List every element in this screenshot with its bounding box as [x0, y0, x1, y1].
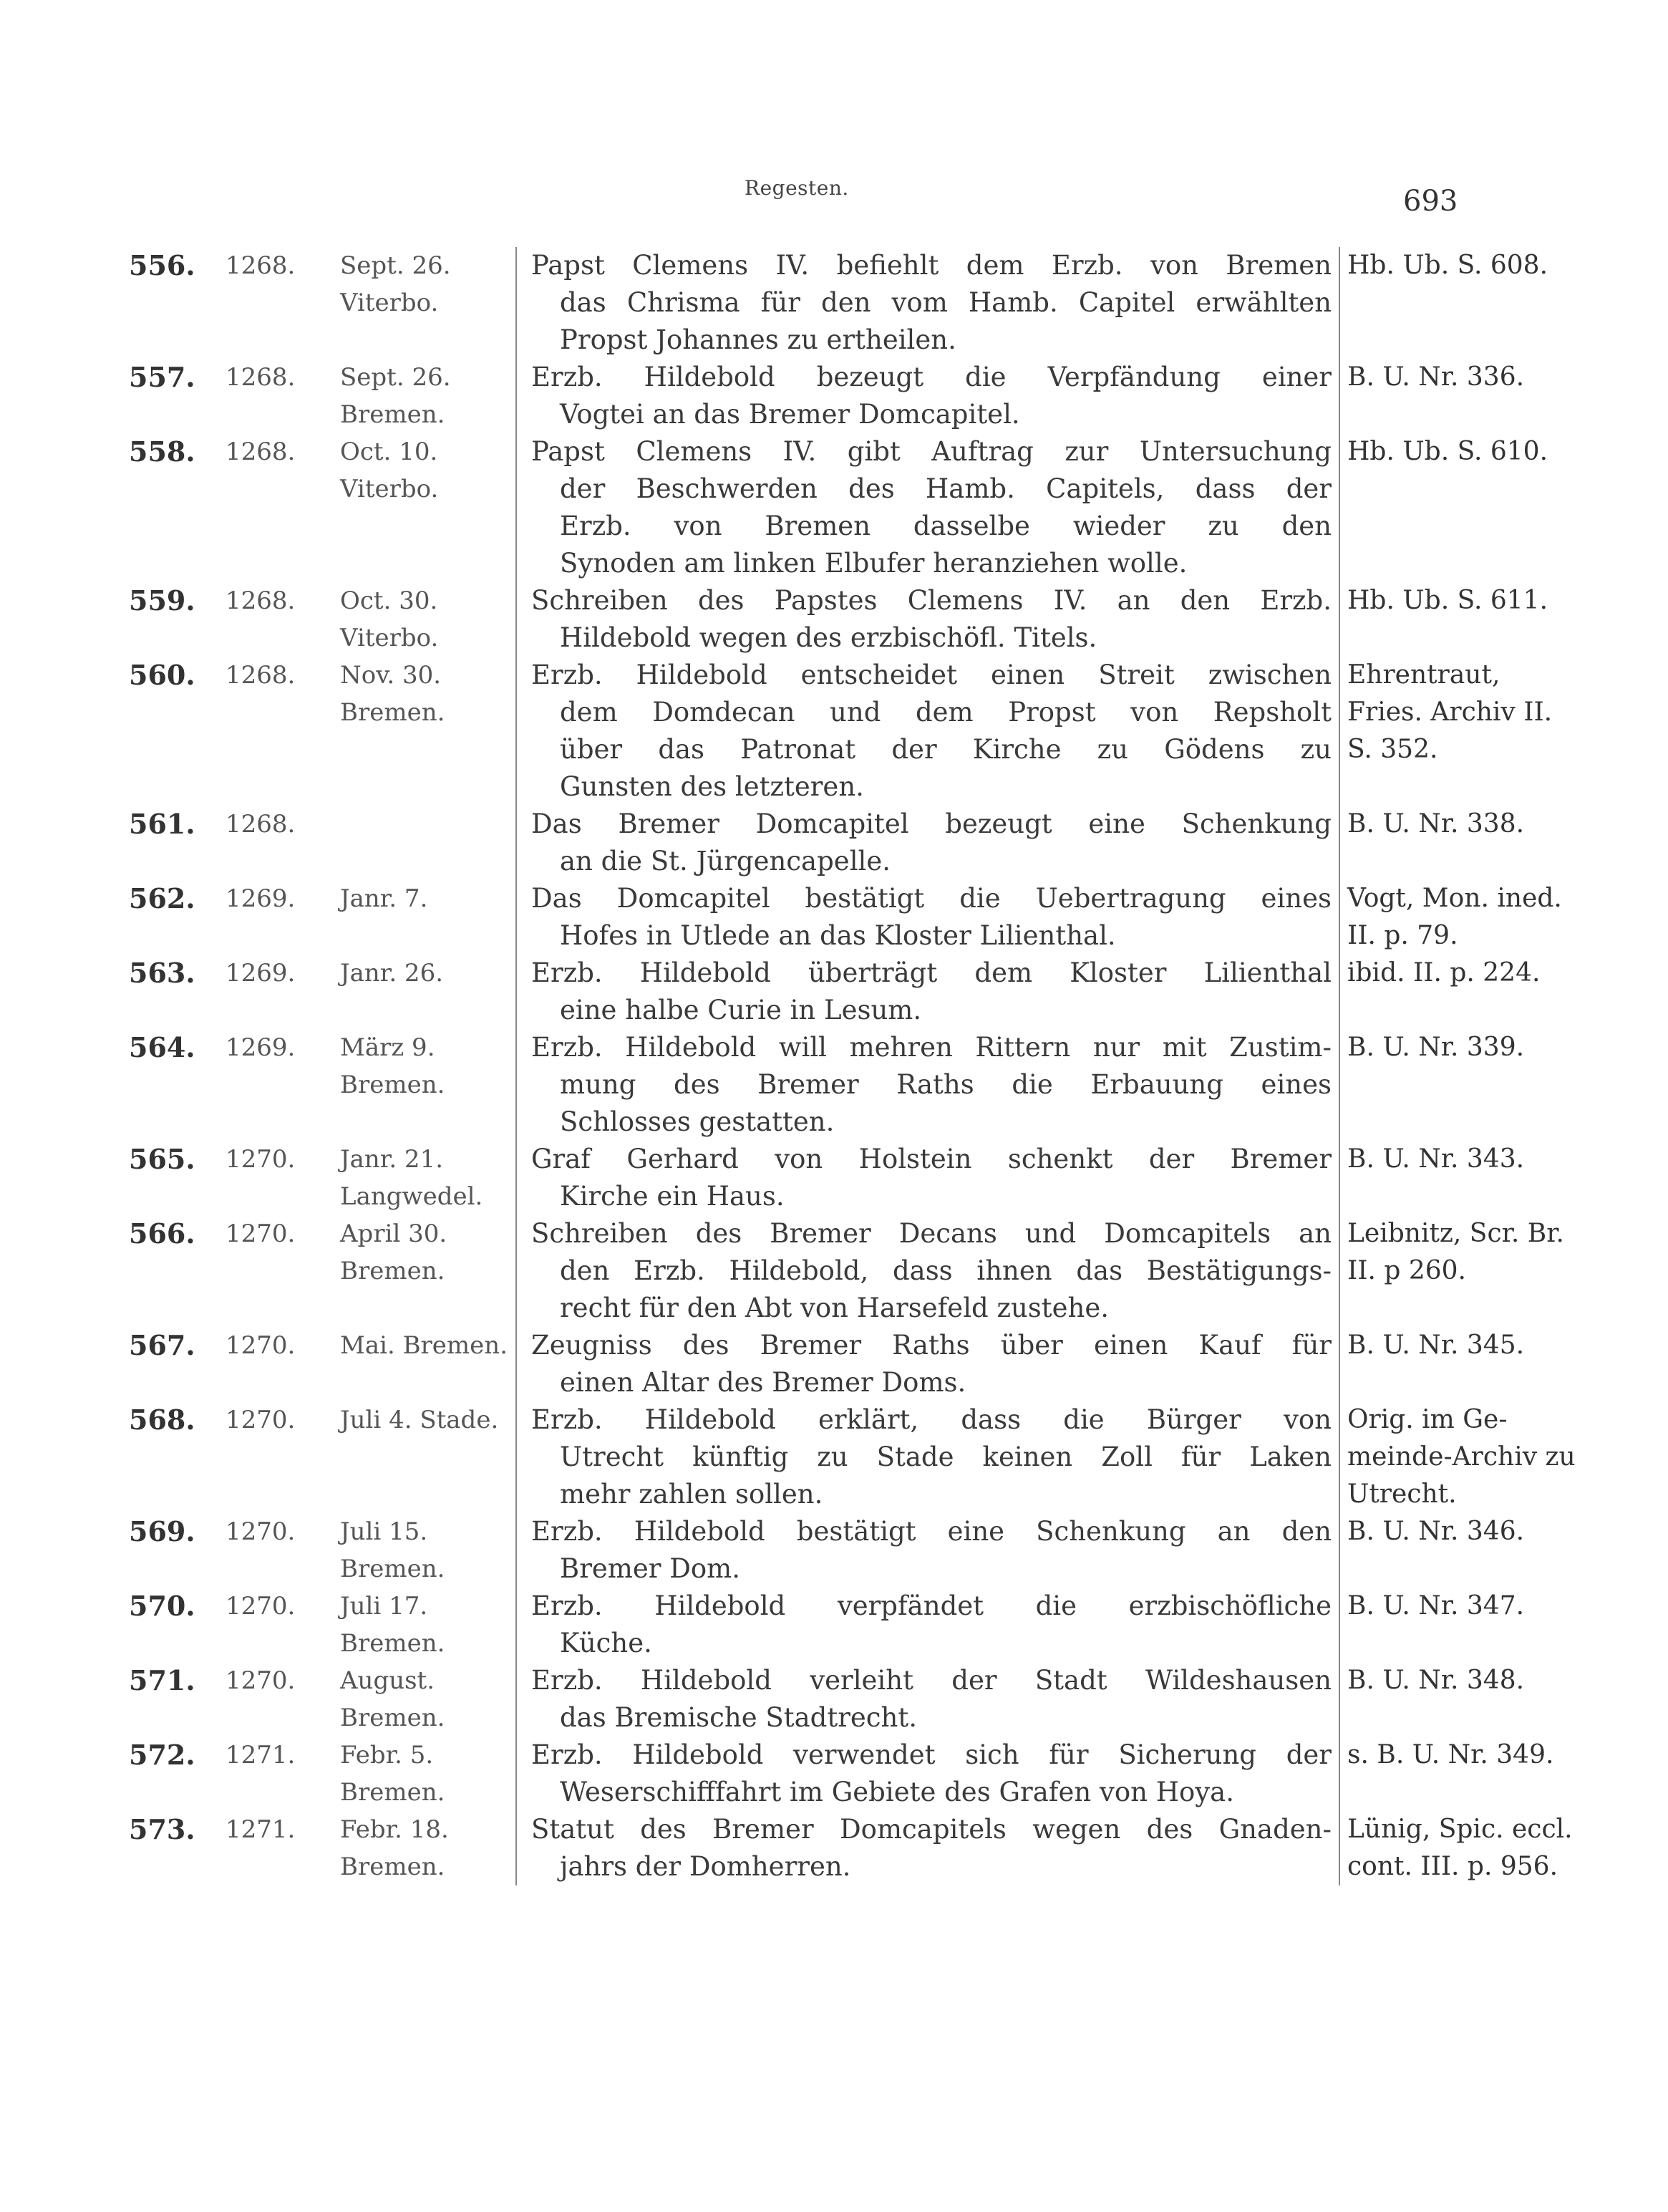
- regest-entry: [129, 1513, 1525, 1588]
- entry-number: 569.: [129, 1515, 195, 1547]
- entry-text: [515, 247, 1332, 359]
- entry-text-line: Statut des Bremer Domcapitels wegen des Gnaden-: [531, 1814, 1332, 1845]
- entry-text-line: eine halbe Curie in Lesum.: [560, 995, 922, 1025]
- entry-date-day: Juli 17.: [340, 1592, 428, 1621]
- entry-number: 556.: [129, 249, 195, 281]
- entry-date-place: Bremen.: [340, 1257, 445, 1285]
- entry-text-line: einen Altar des Bremer Doms.: [560, 1367, 966, 1398]
- entry-date-day: Nov. 30.: [340, 661, 442, 690]
- entry-text: [515, 806, 1332, 880]
- entry-text-line: mehr zahlen sollen.: [560, 1479, 823, 1510]
- regest-entry: [129, 1401, 1576, 1513]
- entry-date-place: Viterbo.: [340, 624, 439, 652]
- entry-source: [1339, 247, 1582, 359]
- entry-year: 1268.: [226, 810, 296, 839]
- entry-number: 567.: [129, 1329, 195, 1361]
- entry-source-line: B. U. Nr. 346.: [1347, 1517, 1525, 1546]
- entry-date-day: Febr. 5.: [340, 1741, 434, 1769]
- entry-source-line: Fries. Archiv II.: [1347, 697, 1553, 727]
- regest-entry: [129, 1215, 1564, 1327]
- entry-text-line: Synoden am linken Elbufer heranziehen wolle.: [560, 548, 1188, 579]
- entry-text-line: Erzb. Hildebold erklärt, dass die Bürger von: [531, 1404, 1332, 1435]
- entry-source: [1339, 955, 1582, 1029]
- entry-source: [1339, 359, 1582, 433]
- entry-text-line: jahrs der Domherren.: [560, 1851, 851, 1882]
- entry-date-day: Janr. 26.: [340, 959, 444, 987]
- entry-number: 564.: [129, 1031, 195, 1063]
- entry-text-line: recht für den Abt von Harsefeld zustehe.: [560, 1293, 1110, 1323]
- entry-date-day: Mai. Bremen.: [340, 1331, 508, 1360]
- entry-date-place: Langwedel.: [340, 1182, 483, 1211]
- entry-source-line: Lünig, Spic. eccl.: [1347, 1815, 1573, 1844]
- entry-date-day: Sept. 26.: [340, 251, 451, 280]
- entry-year: 1269.: [226, 959, 296, 987]
- entry-text: [515, 1513, 1332, 1588]
- entry-number: 558.: [129, 435, 195, 468]
- regest-entry: [129, 955, 1541, 1029]
- entry-number: 561.: [129, 808, 195, 840]
- regest-entry: [129, 880, 1562, 955]
- entry-text-line: Schlosses gestatten.: [560, 1106, 835, 1137]
- entry-text-line: Schreiben des Bremer Decans und Domcapitels an: [531, 1218, 1332, 1249]
- entry-text-line: Erzb. Hildebold verpfändet die erzbischöfliche: [531, 1590, 1332, 1621]
- regest-entry: [129, 1327, 1525, 1401]
- entry-number: 568.: [129, 1404, 195, 1436]
- entry-source-line: meinde-Archiv zu: [1347, 1442, 1576, 1472]
- entry-text: [515, 1029, 1332, 1141]
- entry-year: 1270.: [226, 1220, 296, 1248]
- entry-date-place: Bremen.: [340, 1071, 445, 1099]
- regest-entry: [129, 1662, 1525, 1737]
- entry-year: 1268.: [226, 251, 296, 280]
- entry-text-line: Gunsten des letzteren.: [560, 771, 864, 802]
- page-number: 693: [1403, 185, 1458, 218]
- regest-entry: [129, 1141, 1525, 1215]
- entry-number: 559.: [129, 584, 195, 617]
- regest-entry: [129, 1811, 1573, 1885]
- entry-source-line: B. U. Nr. 345.: [1347, 1330, 1525, 1360]
- entry-source-line: Hb. Ub. S. 611.: [1347, 586, 1548, 615]
- entry-year: 1270.: [226, 1406, 296, 1434]
- entry-text: [515, 1588, 1332, 1662]
- entry-source: [1339, 1141, 1582, 1215]
- entry-text-line: Erzb. Hildebold bestätigt eine Schenkung an den: [531, 1516, 1332, 1547]
- entry-source: [1339, 1811, 1582, 1885]
- entry-source: [1339, 1737, 1582, 1811]
- entry-source: [1339, 657, 1582, 806]
- entry-text: [515, 1662, 1332, 1737]
- entry-text-line: Vogtei an das Bremer Domcapitel.: [560, 399, 1020, 430]
- entry-date-day: März 9.: [340, 1033, 435, 1062]
- entry-text: [515, 1141, 1332, 1215]
- entry-date-day: Febr. 18.: [340, 1815, 449, 1844]
- entry-source-line: II. p. 79.: [1347, 921, 1458, 950]
- regest-entry: [129, 1737, 1554, 1811]
- entry-text-line: über das Patronat der Kirche zu Gödens zu: [560, 734, 1332, 765]
- entry-source: [1339, 1215, 1582, 1327]
- entry-number: 566.: [129, 1217, 195, 1250]
- entry-source-line: Leibnitz, Scr. Br.: [1347, 1219, 1564, 1248]
- entry-text-line: Das Bremer Domcapitel bezeugt eine Schenkung: [531, 808, 1332, 839]
- entry-date-place: Bremen.: [340, 1555, 445, 1583]
- entry-date-day: Juli 4. Stade.: [340, 1406, 499, 1434]
- entry-text-line: Kirche ein Haus.: [560, 1181, 785, 1212]
- entry-date-place: Bremen.: [340, 1629, 445, 1658]
- entry-source-line: Utrecht.: [1347, 1479, 1457, 1509]
- entry-text-line: Erzb. Hildebold überträgt dem Kloster Lilienthal: [531, 957, 1332, 988]
- entry-year: 1270.: [226, 1517, 296, 1546]
- entry-number: 565.: [129, 1143, 195, 1175]
- entry-text-line: Papst Clemens IV. befiehlt dem Erzb. von Bremen: [531, 250, 1332, 281]
- regest-entry: [129, 582, 1548, 657]
- regest-entry: [129, 1029, 1525, 1141]
- entry-source-line: B. U. Nr. 336.: [1347, 362, 1525, 392]
- entry-source-line: cont. III. p. 956.: [1347, 1852, 1558, 1881]
- entry-date-place: Viterbo.: [340, 289, 439, 317]
- entry-text: [515, 433, 1332, 582]
- entry-source: [1339, 1401, 1582, 1513]
- entry-year: 1271.: [226, 1815, 296, 1844]
- entry-text: [515, 955, 1332, 1029]
- entry-text: [515, 1811, 1332, 1885]
- regest-entry: [129, 657, 1553, 806]
- regest-entry: [129, 247, 1548, 359]
- entry-year: 1268.: [226, 586, 296, 615]
- entry-date-day: August.: [340, 1666, 435, 1695]
- entry-source-line: Orig. im Ge-: [1347, 1405, 1508, 1434]
- entry-date-day: Oct. 30.: [340, 586, 438, 615]
- entry-number: 562.: [129, 882, 195, 914]
- entry-text-line: Erzb. Hildebold will mehren Rittern nur mit Zustim-: [531, 1032, 1332, 1063]
- entry-source: [1339, 1029, 1582, 1141]
- entry-source-line: S. 352.: [1347, 735, 1438, 764]
- entry-text-line: an die St. Jürgencapelle.: [560, 846, 891, 876]
- entry-date-place: Bremen.: [340, 400, 445, 429]
- entry-date-day: Juli 15.: [340, 1517, 428, 1546]
- entry-text-line: Erzb. Hildebold bezeugt die Verpfändung einer: [531, 362, 1332, 392]
- entry-date-day: April 30.: [340, 1220, 447, 1248]
- entry-year: 1270.: [226, 1592, 296, 1621]
- entry-source-line: II. p 260.: [1347, 1256, 1466, 1285]
- entry-year: 1270.: [226, 1666, 296, 1695]
- entry-year: 1270.: [226, 1331, 296, 1360]
- entry-source-line: Hb. Ub. S. 610.: [1347, 437, 1548, 466]
- entry-text-line: Hofes in Utlede an das Kloster Lilienthal.: [560, 920, 1116, 951]
- entry-text: [515, 880, 1332, 955]
- entry-source-line: s. B. U. Nr. 349.: [1347, 1740, 1554, 1769]
- entry-year: 1268.: [226, 661, 296, 690]
- entry-text: [515, 359, 1332, 433]
- entry-text-line: Graf Gerhard von Holstein schenkt der Bremer: [531, 1144, 1332, 1174]
- entry-source-line: Ehrentraut,: [1347, 660, 1500, 690]
- entry-source-line: B. U. Nr. 338.: [1347, 809, 1525, 839]
- entry-text-line: Erzb. Hildebold verleiht der Stadt Wildeshausen: [531, 1665, 1332, 1696]
- entry-number: 563.: [129, 957, 195, 989]
- entry-year: 1271.: [226, 1741, 296, 1769]
- entry-number: 557.: [129, 361, 195, 393]
- entry-source: [1339, 582, 1582, 657]
- entry-source: [1339, 1588, 1582, 1662]
- entry-number: 560.: [129, 659, 195, 691]
- entry-date-day: Janr. 7.: [340, 884, 428, 913]
- entry-text-line: Erzb. von Bremen dasselbe wieder zu den: [560, 511, 1332, 541]
- entry-source: [1339, 806, 1582, 880]
- entry-text: [515, 657, 1332, 806]
- entry-text-line: Schreiben des Papstes Clemens IV. an den Erzb.: [531, 585, 1332, 616]
- entry-date-place: Viterbo.: [340, 475, 439, 503]
- entry-text-line: der Beschwerden des Hamb. Capitels, dass der: [560, 473, 1332, 504]
- entry-text: [515, 582, 1332, 657]
- regest-entry: [129, 1588, 1525, 1662]
- entry-text-line: das Chrisma für den vom Hamb. Capitel erwählten: [560, 287, 1332, 318]
- entry-text: [515, 1215, 1332, 1327]
- entry-text-line: Erzb. Hildebold verwendet sich für Sicherung der: [531, 1739, 1332, 1770]
- regest-entry: [129, 806, 1525, 880]
- entry-text-line: Küche.: [560, 1628, 652, 1658]
- entry-number: 573.: [129, 1813, 195, 1845]
- entry-source: [1339, 1513, 1582, 1588]
- entry-text-line: mung des Bremer Raths die Erbauung eines: [560, 1069, 1332, 1100]
- entry-text-line: Bremer Dom.: [560, 1553, 740, 1584]
- entry-year: 1269.: [226, 884, 296, 913]
- entry-date-place: Bremen.: [340, 1853, 445, 1881]
- entry-source: [1339, 1327, 1582, 1401]
- entry-year: 1269.: [226, 1033, 296, 1062]
- regesten-list: [129, 247, 1576, 1885]
- entry-date-day: Janr. 21.: [340, 1145, 444, 1174]
- entry-text-line: Zeugniss des Bremer Raths über einen Kauf für: [531, 1330, 1332, 1361]
- entry-text-line: Hildebold wegen des erzbischöfl. Titels.: [560, 622, 1097, 653]
- entry-date-place: Bremen.: [340, 1778, 445, 1807]
- entry-text-line: Papst Clemens IV. gibt Auftrag zur Untersuchung: [531, 436, 1332, 467]
- entry-text-line: dem Domdecan und dem Propst von Repsholt: [560, 697, 1332, 728]
- entry-date-place: Bremen.: [340, 1704, 445, 1732]
- entry-text: [515, 1401, 1332, 1513]
- entry-text-line: Erzb. Hildebold entscheidet einen Streit zwischen: [531, 660, 1332, 690]
- entry-text-line: Weserschifffahrt im Gebiete des Grafen von Hoya.: [560, 1777, 1234, 1807]
- entry-text: [515, 1327, 1332, 1401]
- entry-source-line: Vogt, Mon. ined.: [1347, 884, 1562, 913]
- entry-source: [1339, 880, 1582, 955]
- entry-year: 1268.: [226, 363, 296, 392]
- entry-text-line: den Erzb. Hildebold, dass ihnen das Bestätigungs-: [560, 1255, 1332, 1286]
- entry-number: 571.: [129, 1664, 195, 1696]
- entry-source-line: Hb. Ub. S. 608.: [1347, 251, 1548, 280]
- running-head: Regesten.: [745, 176, 849, 200]
- entry-source-line: B. U. Nr. 348.: [1347, 1666, 1525, 1695]
- entry-number: 572.: [129, 1739, 195, 1771]
- entry-text-line: Utrecht künftig zu Stade keinen Zoll für Laken: [560, 1441, 1332, 1472]
- entry-source-line: ibid. II. p. 224.: [1347, 958, 1541, 987]
- entry-year: 1270.: [226, 1145, 296, 1174]
- entry-source: [1339, 433, 1582, 582]
- entry-text-line: Das Domcapitel bestätigt die Uebertragung eines: [531, 883, 1332, 914]
- entry-date-day: Sept. 26.: [340, 363, 451, 392]
- regest-entry: [129, 359, 1525, 433]
- entry-text-line: Propst Johannes zu ertheilen.: [560, 324, 956, 355]
- entry-source-line: B. U. Nr. 339.: [1347, 1033, 1525, 1062]
- entry-number: 570.: [129, 1590, 195, 1622]
- entry-text: [515, 1737, 1332, 1811]
- entry-year: 1268.: [226, 438, 296, 466]
- entry-date-day: Oct. 10.: [340, 438, 438, 466]
- entry-date-place: Bremen.: [340, 698, 445, 727]
- entry-source-line: B. U. Nr. 343.: [1347, 1144, 1525, 1174]
- regest-entry: [129, 433, 1548, 582]
- entry-source-line: B. U. Nr. 347.: [1347, 1591, 1525, 1621]
- entry-text-line: das Bremische Stadtrecht.: [560, 1702, 917, 1733]
- entry-source: [1339, 1662, 1582, 1737]
